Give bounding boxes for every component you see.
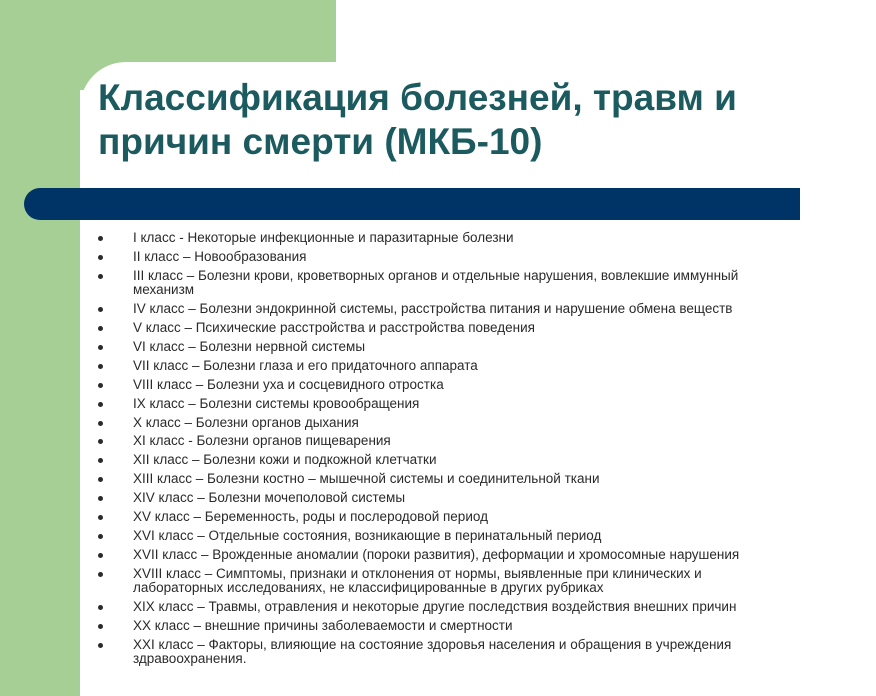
list-item	[98, 491, 868, 506]
list-item-text: XXI класс – Факторы, влияющие на состояние здоровья населения и обращения в учреждения	[133, 636, 732, 652]
list-item-text: VI класс – Болезни нервной системы	[133, 338, 366, 354]
list-item-text: XX класс – внешние причины заболеваемости и смертности	[133, 617, 513, 633]
bullet-icon	[98, 643, 103, 648]
list-item	[98, 638, 868, 667]
list-item	[98, 434, 868, 449]
bullet-icon	[98, 553, 103, 558]
list-item	[98, 302, 868, 317]
list-item	[98, 600, 868, 615]
bullet-icon	[98, 402, 103, 407]
list-item-text: механизм	[133, 282, 195, 298]
title-divider-bar	[24, 188, 800, 220]
slide-title-line-1: Классификация болезней, травм и	[98, 77, 737, 118]
list-item	[98, 472, 868, 487]
list-item-text: XIX класс – Травмы, отравления и некоторые другие последствия воздействия внешних причин	[133, 599, 737, 615]
bullet-icon	[98, 274, 103, 279]
list-item	[98, 619, 868, 634]
list-item-text: VII класс – Болезни глаза и его придаточного аппарата	[133, 357, 478, 373]
list-item	[98, 397, 868, 412]
bullet-icon	[98, 364, 103, 369]
bullet-icon	[98, 236, 103, 241]
list-item-text: III класс – Болезни крови, кроветворных органов и отдельные нарушения, вовлекшие иммунный	[133, 267, 739, 283]
list-item	[98, 416, 868, 431]
list-item	[98, 378, 868, 393]
bullet-icon	[98, 421, 103, 426]
list-item-text: XIII класс – Болезни костно – мышечной системы и соединительной ткани	[133, 471, 600, 487]
list-item	[98, 231, 868, 246]
list-item	[98, 340, 868, 355]
list-item-text: XIV класс – Болезни мочеполовой системы	[133, 490, 406, 506]
list-item	[98, 250, 868, 265]
list-item	[98, 548, 868, 563]
list-item	[98, 453, 868, 468]
list-item	[98, 567, 868, 596]
slide-title-line-2: причин смерти (МКБ-10)	[98, 121, 543, 162]
list-item	[98, 529, 868, 544]
list-item	[98, 269, 868, 298]
bullet-icon	[98, 458, 103, 463]
list-item-text: лабораторных исследованиях, не классифицированные в других рубриках	[133, 580, 604, 596]
bullet-icon	[98, 572, 103, 577]
list-item	[98, 321, 868, 336]
list-item-text: XVI класс – Отдельные состояния, возникающие в перинатальный период	[133, 527, 602, 543]
list-item	[98, 510, 868, 525]
list-item-text: XII класс – Болезни кожи и подкожной клетчатки	[133, 452, 437, 468]
bullet-icon	[98, 326, 103, 331]
decor-green-strip	[0, 0, 80, 696]
slide-title	[98, 76, 868, 164]
list-item-text: XV класс – Беременность, роды и послеродовой период	[133, 508, 488, 524]
bullet-icon	[98, 383, 103, 388]
bullet-icon	[98, 496, 103, 501]
bullet-icon	[98, 624, 103, 629]
list-item-text: IV класс – Болезни эндокринной системы, расстройства питания и нарушение обмена веществ	[133, 301, 733, 317]
bullet-icon	[98, 255, 103, 260]
bullet-icon	[98, 307, 103, 312]
list-item-text: X класс – Болезни органов дыхания	[133, 414, 359, 430]
bullet-icon	[98, 345, 103, 350]
bullet-icon	[98, 515, 103, 520]
list-item-text: IX класс – Болезни системы кровообращения	[133, 395, 420, 411]
list-item-text: XVIII класс – Симптомы, признаки и отклонения от нормы, выявленные при клинических и	[133, 565, 702, 581]
list-item-text: XVII класс – Врожденные аномалии (пороки развития), деформации и хромосомные нарушения	[133, 546, 740, 562]
list-item-text: VIII класс – Болезни уха и сосцевидного отростка	[133, 376, 444, 392]
icd-class-list	[98, 231, 868, 671]
bullet-icon	[98, 605, 103, 610]
list-item-text: II класс – Новообразования	[133, 248, 307, 264]
list-item-text: I класс - Некоторые инфекционные и паразитарные болезни	[133, 230, 514, 245]
list-item	[98, 359, 868, 374]
bullet-icon	[98, 477, 103, 482]
list-item-text: V класс – Психические расстройства и расстройства поведения	[133, 320, 535, 336]
bullet-icon	[98, 439, 103, 444]
list-item-text: здравоохранения.	[133, 651, 247, 667]
bullet-icon	[98, 534, 103, 539]
list-item-text: XI класс - Болезни органов пищеварения	[133, 433, 391, 449]
